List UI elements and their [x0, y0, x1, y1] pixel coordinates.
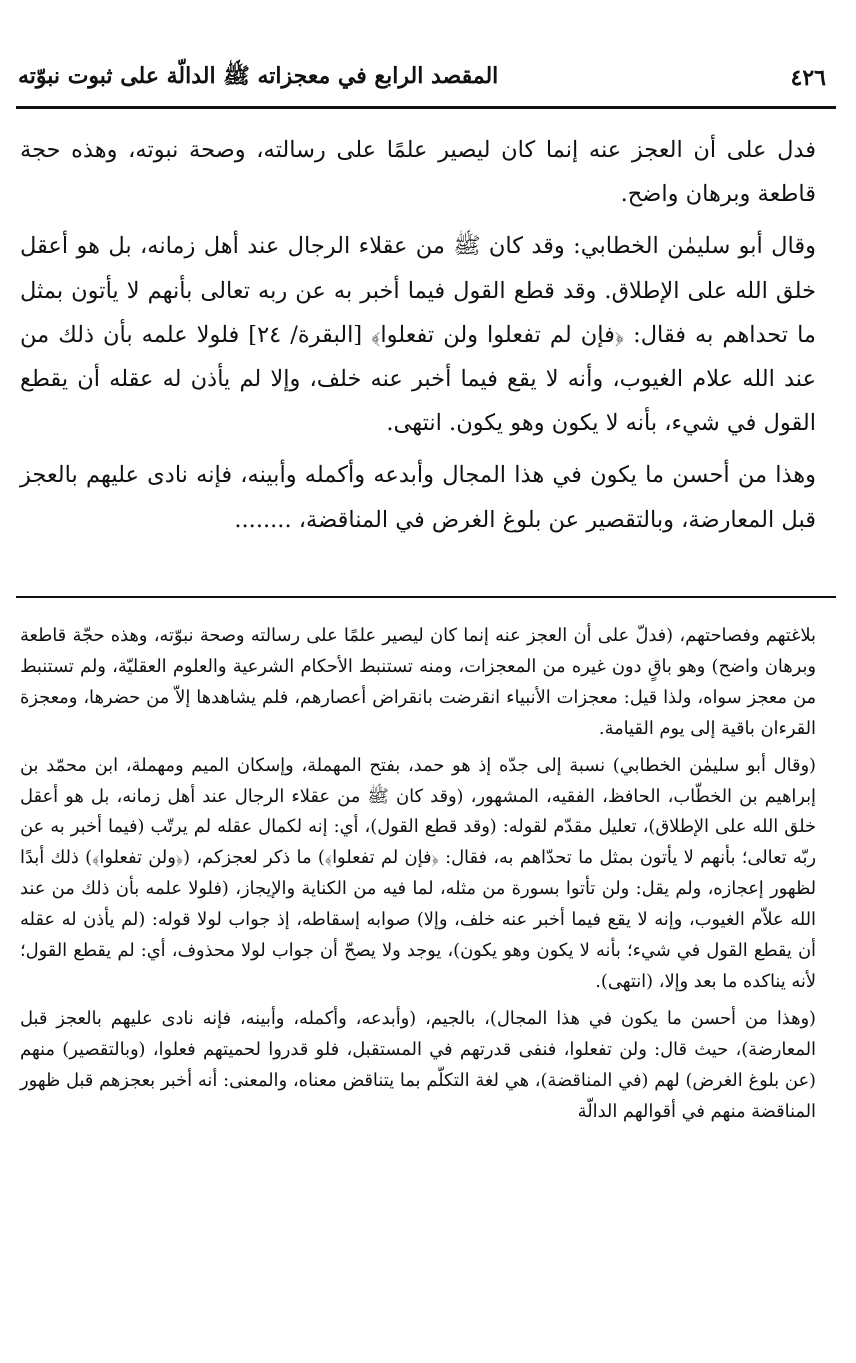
main-paragraph: فدل على أن العجز عنه إنما كان ليصير علمًا على رسالته، وصحة نبوته، وهذه حجة قاطعة وبرهان واضح. — [20, 137, 816, 208]
page-header — [18, 58, 826, 98]
running-title: المقصد الرابع في معجزاته ﷺ الدالّة على ثبوت نبوّته — [18, 63, 499, 89]
header-rule — [16, 106, 836, 109]
commentary-paragraph: (وقال أبو سليمٰن الخطابي) نسبة إلى جدّه إذ هو حمد، بفتح المهملة، وإسكان الميم ومهملة، ابن محمّد بن إبراهيم بن الخطّاب، الحافظ، الفقيه، المشهور، (وقد كان ﷺ من عقلاء الرجال عند أهل زمانه، بل هو أعقل خلق الله على الإطلاق)، تعليل مقدّم لقوله: (وقد قطع القول)، أي: إنه لكمال عقله لم يرتّب (فيما أخبر به عن ربّه تعالى؛ بأنهم لا يأتون بمثل ما تحدّاهم به، فقال: ﴿فإن لم تفعلوا﴾) ما ذكر لعجزكم، (﴿ولن تفعلوا﴾) ذلك أبدًا لظهور إعجازه، ولم يقل: ولن تأتوا بسورة من مثله، لما فيه من الكناية والإيجاز، (فلولا علمه بأن ذلك من عند الله علاّم الغيوب، وإنه لا يقع فيما أخبر عنه خلف، وإلا) صوابه إسقاطه، إذ جواب لولا قوله: (لم يأذن له عقله أن يقطع القول في شيء؛ بأنه لا يكون وهو يكون)، يوجد ولا يصحّ أن جواب لولا محذوف، أي: لم يقطع القول؛ لأنه يناكده ما بعد وإلا، (انتهى). — [20, 754, 816, 992]
main-text — [20, 128, 816, 550]
page-number: ٤٢٦ — [790, 65, 826, 91]
commentary-paragraph: بلاغتهم وفصاحتهم، (فدلّ على أن العجز عنه إنما كان ليصير علمًا على رسالته وصحة نبوّته، وهذه حجّة قاطعة وبرهان واضح) وهو باقٍ دون غيره من المعجزات، ومنه تستنبط الأحكام الشرعية والعلوم العقليّة، ولم تستنبط من معجز سواه، ولذا قيل: معجزات الأنبياء انقرضت بانقراض أعصارهم، فلم يشاهدها إلاّ من حضرها، ومعجزة القرءان باقية إلى يوم القيامة. — [20, 625, 816, 739]
commentary-paragraph: (وهذا من أحسن ما يكون في هذا المجال)، بالجيم، (وأبدعه، وأكمله، وأبينه، فإنه نادى عليهم بالعجز قبل المعارضة)، حيث قال: ولن تفعلوا، فنفى قدرتهم في المستقبل، فلو قدروا لحميتهم فعلوا، (وبالتقصير) منهم (عن بلوغ الغرض) لهم (في المناقضة)، هي لغة التكلّم بما يتناقض معناه، والمعنى: أنه أخبر بعجزهم قبل ظهور المناقضة منهم في أقوالهم الدالّة — [20, 1007, 816, 1122]
commentary-text — [20, 621, 816, 1134]
footnote-divider — [16, 596, 836, 598]
main-paragraph: وقال أبو سليمٰن الخطابي: وقد كان ﷺ من عقلاء الرجال عند أهل زمانه، بل هو أعقل خلق الله على الإطلاق. وقد قطع القول فيما أخبر به عن ربه تعالى بأنهم لا يأتون بمثل ما تحداهم به فقال: ﴿فإن لم تفعلوا ولن تفعلوا﴾ [البقرة/ ٢٤] فلولا علمه بأن ذلك من عند الله علام الغيوب، وأنه لا يقع فيما أخبر عنه خلف، وإلا لم يأذن له عقله أن يقطع القول في شيء، بأنه لا يكون وهو يكون. انتهى. — [20, 233, 816, 437]
main-paragraph: وهذا من أحسن ما يكون في هذا المجال وأبدعه وأكمله وأبينه، فإنه نادى عليهم بالعجز قبل المعارضة، وبالتقصير عن بلوغ الغرض في المناقضة، ........ — [20, 462, 816, 533]
